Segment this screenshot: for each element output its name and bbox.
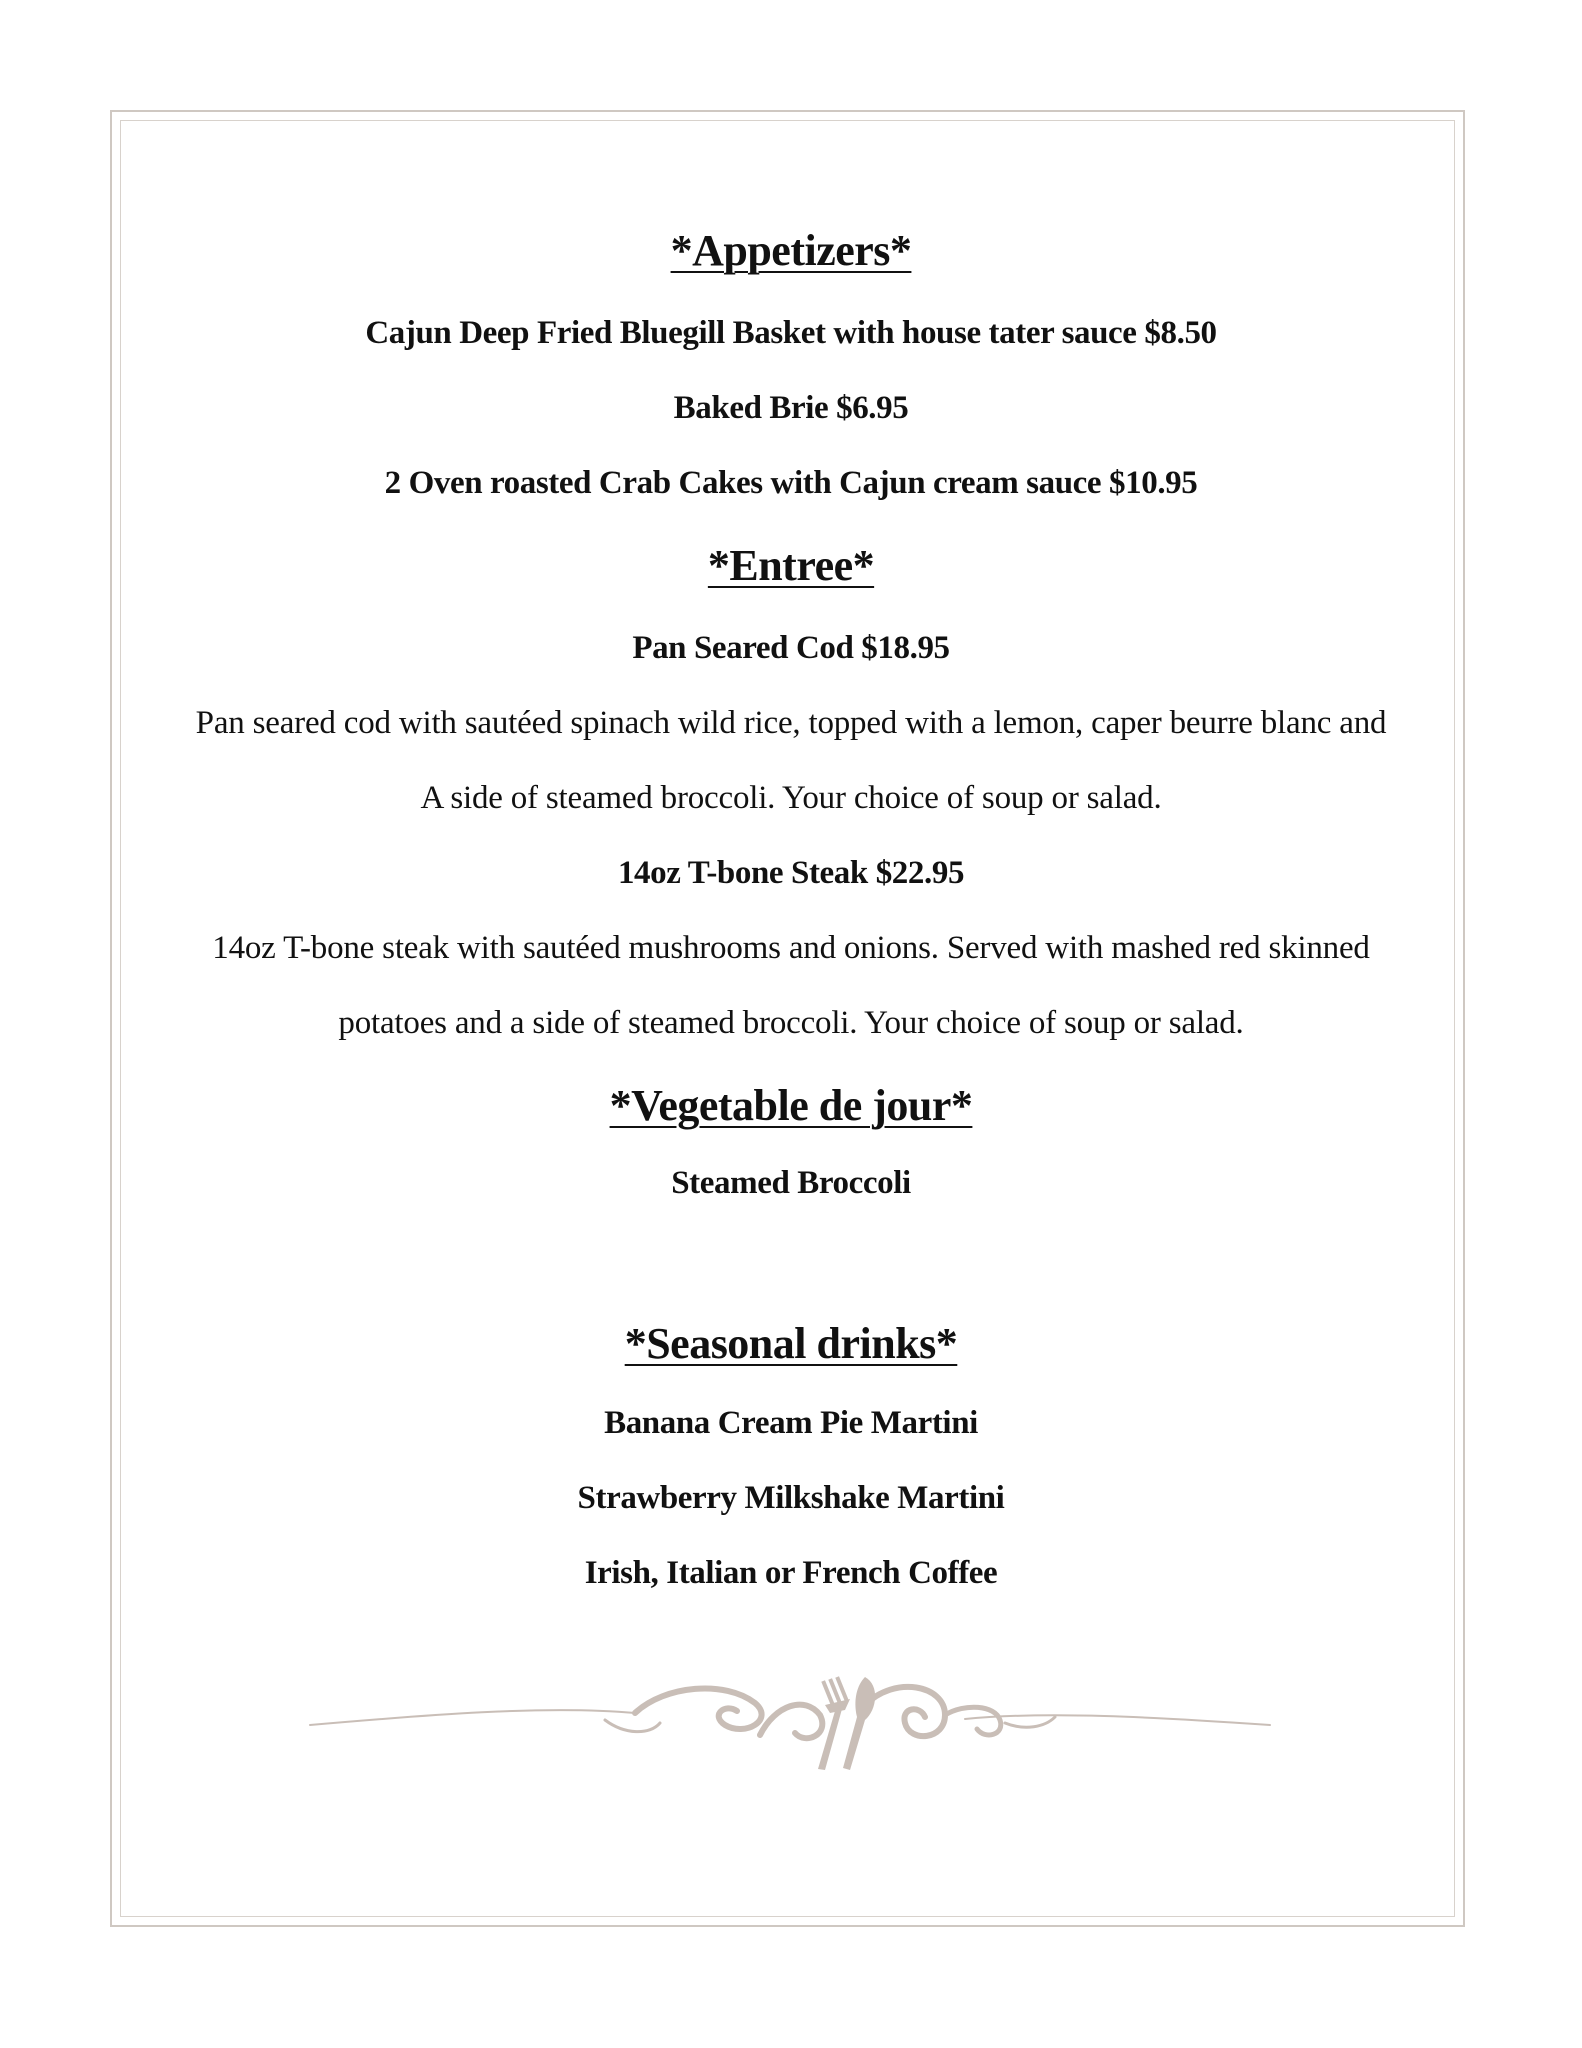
entree-item-name: Pan Seared Cod $18.95 <box>632 630 950 666</box>
entree-item-description: 14oz T-bone steak with sautéed mushrooms and onions. Served with mashed red skinned <box>212 930 1370 966</box>
drink-item: Strawberry Milkshake Martini <box>577 1480 1005 1516</box>
vegetable-heading: *Vegetable de jour* <box>609 1081 973 1130</box>
entree-heading: *Entree* <box>707 541 875 590</box>
drink-item: Banana Cream Pie Martini <box>604 1405 978 1441</box>
vegetable-item: Steamed Broccoli <box>671 1165 911 1201</box>
appetizer-item: 2 Oven roasted Crab Cakes with Cajun cream sauce $10.95 <box>384 465 1198 501</box>
entree-item-name: 14oz T-bone Steak $22.95 <box>617 855 965 891</box>
fork-and-knife-swirl-icon <box>305 1665 1275 1775</box>
appetizer-item: Baked Brie $6.95 <box>673 390 909 426</box>
appetizers-heading: *Appetizers* <box>670 226 912 275</box>
entree-item-description: A side of steamed broccoli. Your choice of soup or salad. <box>420 780 1162 816</box>
drink-item: Irish, Italian or French Coffee <box>584 1555 998 1591</box>
appetizer-item: Cajun Deep Fried Bluegill Basket with house tater sauce $8.50 <box>365 315 1217 351</box>
entree-item-description: potatoes and a side of steamed broccoli. Your choice of soup or salad. <box>338 1005 1244 1041</box>
drinks-heading: *Seasonal drinks* <box>624 1319 958 1368</box>
entree-item-description: Pan seared cod with sautéed spinach wild rice, topped with a lemon, caper beurre blanc and <box>195 705 1387 741</box>
